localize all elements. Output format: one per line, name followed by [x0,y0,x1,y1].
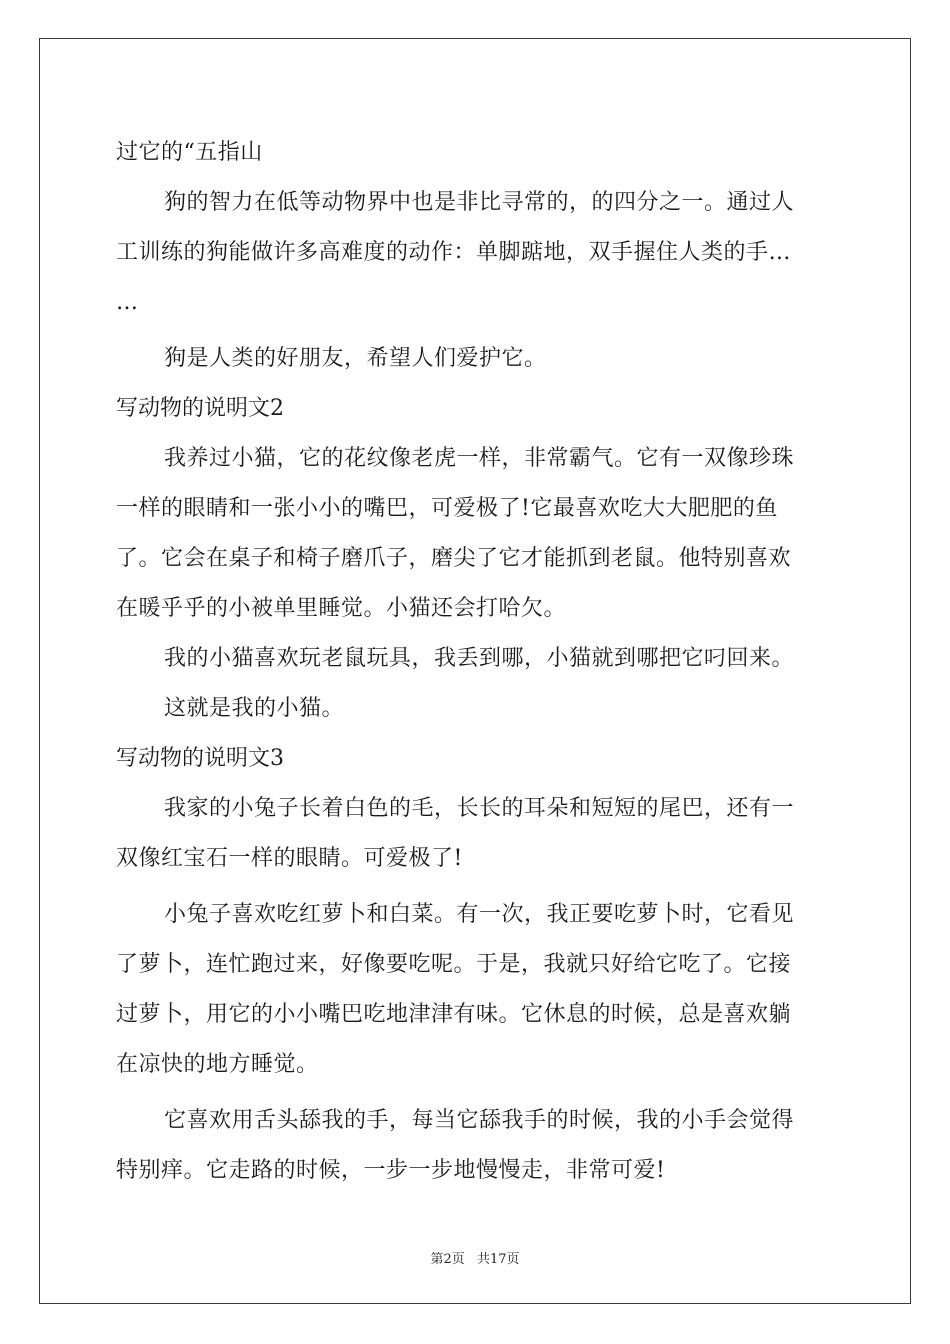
text-line: 工训练的狗能做许多高难度的动作：单脚踮地，双手握住人类的手… [116,240,792,265]
text-line: 特别痒。它走路的时候，一步一步地慢慢走，非常可爱! [116,1158,666,1183]
page-number: 第2页 [430,1252,465,1267]
paragraph-first-line: 我养过小猫，它的花纹像老虎一样，非常霸气。它有一双像珍珠 [164,446,795,471]
paragraph-first-line: 它喜欢用舌头舔我的手，每当它舔我手的时候，我的小手会觉得 [164,1108,795,1133]
text-line: 过它的“五指山 [116,140,263,165]
page-footer [0,1248,950,1267]
text-line: 了萝卜，连忙跑过来，好像要吃呢。于是，我就只好给它吃了。它接 [116,952,792,977]
text-line: 过萝卜，用它的小小嘴巴吃地津津有味。它休息的时候，总是喜欢躺 [116,1002,792,1027]
paragraph-first-line: 这就是我的小猫。 [164,696,345,721]
text-line: 了。它会在桌子和椅子磨爪子，磨尖了它才能抓到老鼠。他特别喜欢 [116,546,792,571]
section-heading: 写动物的说明文2 [116,396,284,421]
page-total: 共17页 [476,1252,520,1267]
text-line: 双像红宝石一样的眼睛。可爱极了! [116,846,463,871]
paragraph-first-line: 我家的小兔子长着白色的毛，长长的耳朵和短短的尾巴，还有一 [164,796,795,821]
text-line: 在凉快的地方睡觉。 [116,1052,319,1077]
section-heading: 写动物的说明文3 [116,746,284,771]
text-line: 在暖乎乎的小被单里睡觉。小猫还会打哈欠。 [116,596,567,621]
paragraph-first-line: 狗的智力在低等动物界中也是非比寻常的，的四分之一。通过人 [164,190,795,215]
paragraph-first-line: 我的小猫喜欢玩老鼠玩具，我丢到哪，小猫就到哪把它叼回来。 [164,646,795,671]
text-line: 一样的眼睛和一张小小的嘴巴，可爱极了!它最喜欢吃大大肥肥的鱼 [116,496,778,521]
paragraph-first-line: 狗是人类的好朋友，希望人们爱护它。 [164,346,547,371]
document-body [116,128,836,1196]
text-line: … [116,290,139,315]
paragraph-first-line: 小兔子喜欢吃红萝卜和白菜。有一次，我正要吃萝卜时，它看见 [164,902,795,927]
